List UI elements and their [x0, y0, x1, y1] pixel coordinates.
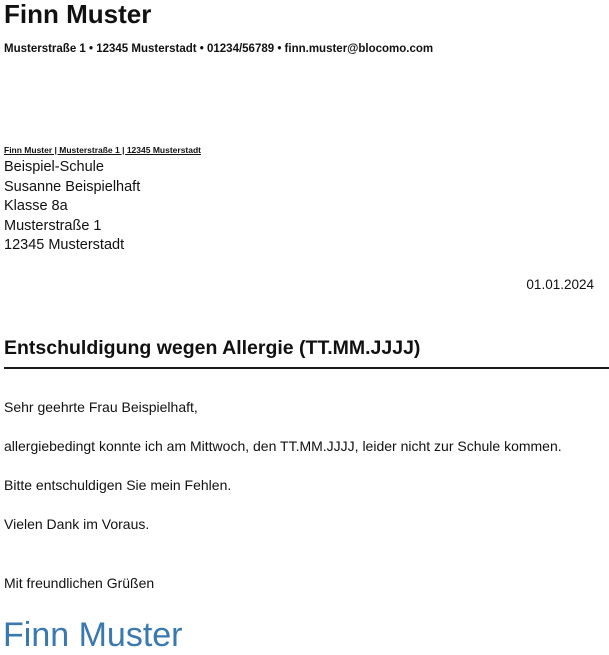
return-address-line: Finn Muster | Musterstraße 1 | 12345 Musterstadt	[4, 145, 202, 155]
recipient-address	[4, 158, 140, 256]
recipient-line-class: Klasse 8a	[4, 198, 68, 215]
sender-name: Finn Muster	[4, 0, 152, 29]
body-paragraph-1: allergiebedingt konnte ich am Mittwoch, den TT.MM.JJJJ, leider nicht zur Schule kommen.	[4, 438, 562, 454]
recipient-line-school: Beispiel-Schule	[4, 159, 104, 175]
signature: Finn Muster	[3, 616, 183, 654]
letter-date: 01.01.2024	[526, 277, 594, 292]
letter-subject: Entschuldigung wegen Allergie (TT.MM.JJJJ)	[4, 337, 421, 359]
subject-divider	[4, 367, 609, 369]
body-paragraph-2: Bitte entschuldigen Sie mein Fehlen.	[4, 477, 232, 493]
salutation: Sehr geehrte Frau Beispielhaft,	[4, 399, 198, 415]
closing-phrase: Mit freundlichen Grüßen	[4, 575, 155, 591]
recipient-line-street: Musterstraße 1	[4, 217, 102, 234]
sender-contact-line: Musterstraße 1 • 12345 Musterstadt • 01234/56789 • finn.muster@blocomo.com	[4, 43, 434, 55]
body-paragraph-3: Vielen Dank im Voraus.	[4, 516, 150, 532]
recipient-line-person: Susanne Beispielhaft	[4, 178, 141, 195]
recipient-line-city: 12345 Musterstadt	[4, 237, 125, 254]
